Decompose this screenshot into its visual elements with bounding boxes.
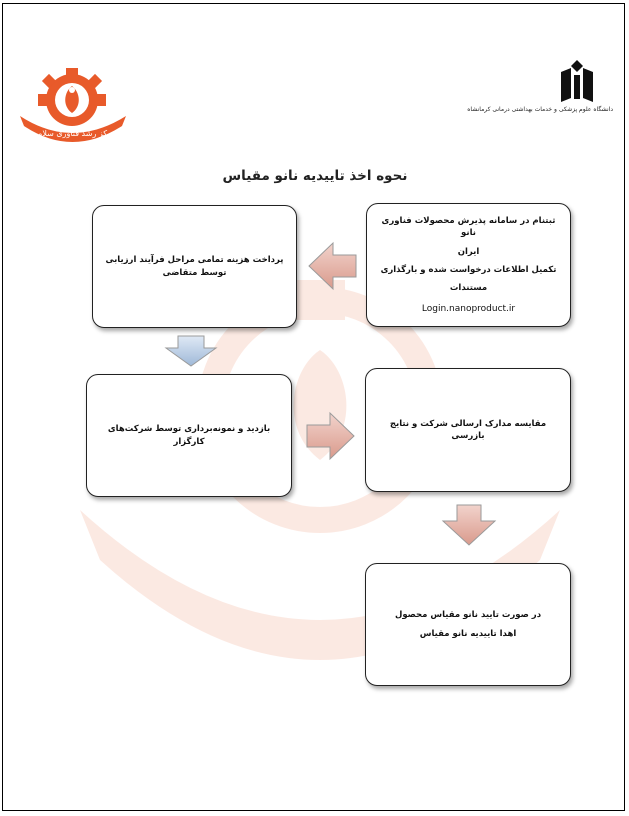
arrow-down-icon xyxy=(441,503,497,547)
university-logo-caption: دانشگاه علوم پزشکی و خدمات بهداشتی درمانی کرمانشاه xyxy=(467,106,613,113)
step5-line2: اهدا تاییدیه نانو مقیاس xyxy=(419,628,517,639)
arrow-left-icon xyxy=(307,240,359,292)
arrow-right-icon xyxy=(304,410,356,462)
step-box-inspection xyxy=(86,374,292,497)
step4-text: مقایسه مدارک ارسالی شرکت و نتایج بازرسی xyxy=(389,418,547,441)
step1-website: Login.nanoproduct.ir xyxy=(421,303,516,314)
university-logo xyxy=(467,58,613,128)
step1-line3: تکمیل اطلاعات درخواست شده و بارگذاری xyxy=(380,264,557,275)
step5-line1: در صورت تایید نانو مقیاس محصول xyxy=(394,610,542,621)
incubator-logo-caption: مرکز رشد فناوری سلامت xyxy=(30,129,116,138)
page-title: نحوه اخذ تاییدیه نانو مقیاس xyxy=(222,168,408,184)
step-box-comparison xyxy=(365,368,571,492)
step-box-registration xyxy=(366,203,571,327)
step-box-payment xyxy=(92,205,297,328)
step2-text: پرداخت هزینه تمامی مراحل فرآیند ارزیابی توسط متقاضی xyxy=(105,255,284,278)
step1-line2: ایران xyxy=(457,246,480,257)
arrow-down-icon xyxy=(164,334,218,368)
step3-text: بازدید و نمونه‌برداری توسط شرکت‌های کارگزار xyxy=(107,424,271,447)
step1-line4: مستندات xyxy=(449,283,488,294)
step1-line1: ثبتنام در سامانه پذیرش محصولات فناوری نانو xyxy=(381,216,556,239)
step-box-certificate xyxy=(365,563,571,686)
incubator-logo xyxy=(12,68,134,144)
